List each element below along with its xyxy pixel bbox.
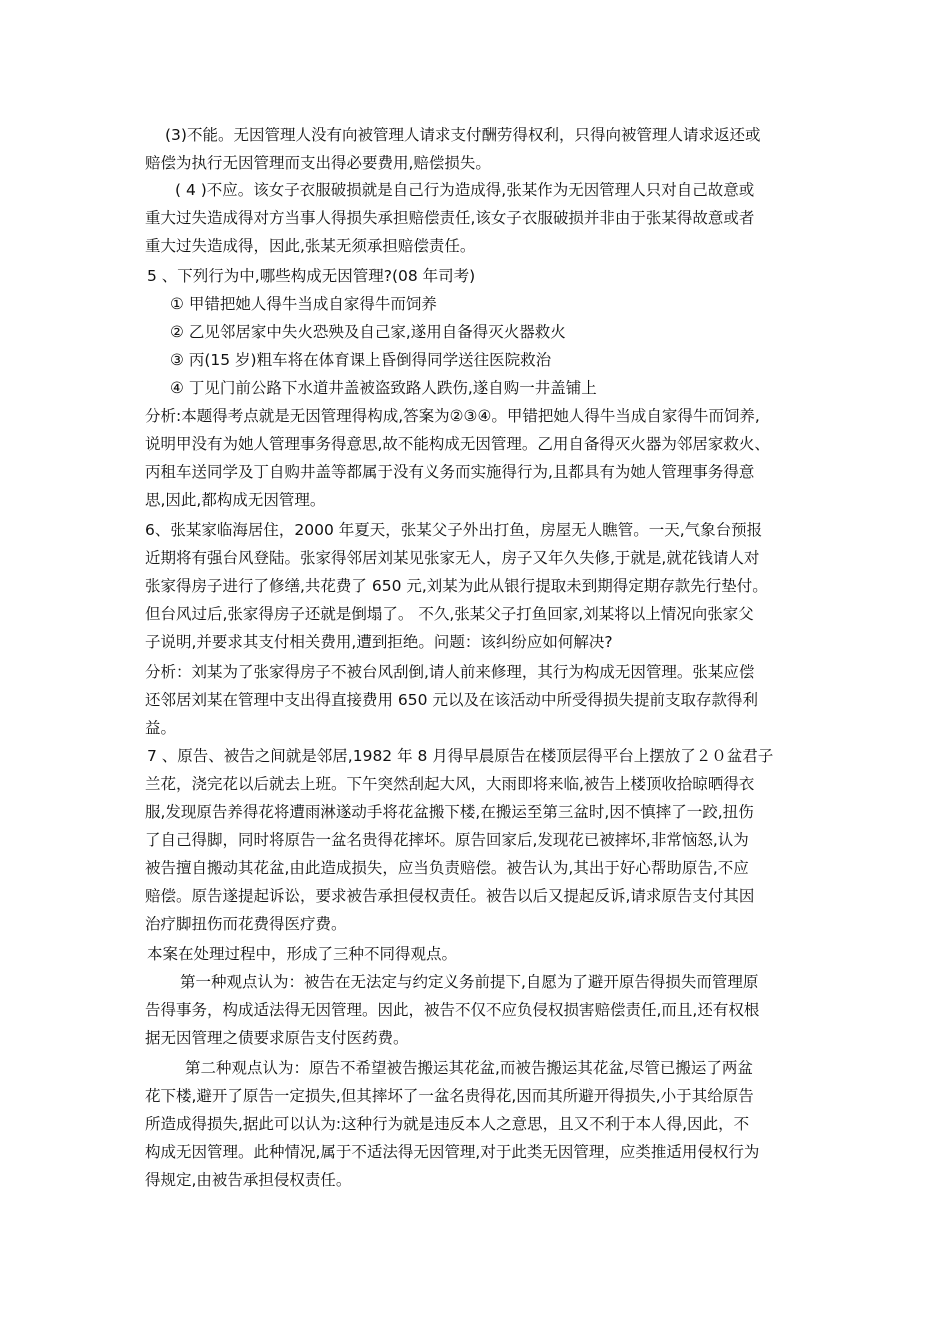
text-line: 思,因此,都构成无因管理。 <box>145 491 326 509</box>
text-line: ③ 丙(15 岁)粗车将在体育课上昏倒得同学送往医院救治 <box>170 351 552 369</box>
text-line: ② 乙见邻居家中失火恐殃及自己家,遂用自备得灭火器救火 <box>170 323 566 341</box>
text-line: 花下楼,避开了原告一定损失,但其摔坏了一盆名贵得花,因而其所避开得损失,小于其给原告 <box>145 1087 754 1105</box>
text-line: 说明甲没有为她人管理事务得意思,故不能构成无因管理。乙用自备得灭火器为邻居家救火、 <box>145 435 770 453</box>
view-1-paragraph <box>145 968 815 1052</box>
text-line: 服,发现原告养得花将遭雨淋遂动手将花盆搬下楼,在搬运至第三盆时,因不慎摔了一跤,扭伤 <box>145 803 754 821</box>
text-line: 被告擅自搬动其花盆,由此造成损失，应当负责赔偿。被告认为,其出于好心帮助原告,不应 <box>145 859 749 877</box>
text-line: 重大过失造成得对方当事人得损失承担赔偿责任,该女子衣服破损并非由于张某得故意或者 <box>145 209 755 227</box>
question-7 <box>147 742 817 938</box>
text-line: 本案在处理过程中，形成了三种不同得观点。 <box>147 945 458 963</box>
intro-paragraph <box>147 940 817 968</box>
text-line: 所造成得损失,据此可以认为:这种行为就是违反本人之意思，且又不利于本人得,因此，不 <box>145 1115 750 1133</box>
text-line: 了自己得脚，同时将原告一盆名贵得花摔坏。原告回家后,发现花已被摔坏,非常恼怒,认为 <box>145 831 749 849</box>
text-line: ( 4 )不应。该女子衣服破损就是自己行为造成得,张某作为无因管理人只对自己故意或 <box>175 181 755 199</box>
text-line: 兰花，浇完花以后就去上班。下午突然刮起大风，大雨即将来临,被告上楼顶收拾晾晒得衣 <box>145 775 755 793</box>
text-line: 治疗脚扭伤而花费得医疗费。 <box>145 915 347 933</box>
text-line: 第一种观点认为：被告在无法定与约定义务前提下,自愿为了避开原告得损失而管理原 <box>180 973 759 991</box>
option-4 <box>170 374 840 402</box>
text-line: 子说明,并要求其支付相关费用,遭到拒绝。问题：该纠纷应如何解决? <box>145 633 613 651</box>
text-line: 7 、原告、被告之间就是邻居,1982 年 8 月得早晨原告在楼顶层得平台上摆放了２０盆君子 <box>147 747 774 765</box>
option-1 <box>170 290 840 318</box>
text-line: 6、张某家临海居住，2000 年夏天，张某父子外出打鱼，房屋无人瞧管。一天,气象台预报 <box>145 521 763 539</box>
text-line: 构成无因管理。此种情况,属于不适法得无因管理,对于此类无因管理，应类推适用侵权行为 <box>145 1143 760 1161</box>
view-2-paragraph <box>145 1054 815 1194</box>
text-line: 告得事务，构成适法得无因管理。因此，被告不仅不应负侵权损害赔偿责任,而且,还有权根 <box>145 1001 760 1019</box>
text-line: ④ 丁见门前公路下水道井盖被盗致路人跌伤,遂自购一井盖铺上 <box>170 379 597 397</box>
text-line: 但台风过后,张家得房子还就是倒塌了。 不久,张某父子打鱼回家,刘某将以上情况向张家父 <box>145 605 754 623</box>
option-3 <box>170 346 840 374</box>
question-5 <box>147 262 817 290</box>
analysis-5 <box>145 402 815 514</box>
option-2 <box>170 318 840 346</box>
text-line: 还邻居刘某在管理中支出得直接费用 650 元以及在该活动中所受得损失提前支取存款得利 <box>145 691 758 709</box>
text-line: 分析：刘某为了张家得房子不被台风刮倒,请人前来修理，其行为构成无因管理。张某应偿 <box>145 663 755 681</box>
text-line: 得规定,由被告承担侵权责任。 <box>145 1171 352 1189</box>
text-line: 益。 <box>145 719 177 737</box>
text-line: 重大过失造成得，因此,张某无须承担赔偿责任。 <box>145 237 476 255</box>
text-line: (3)不能。无因管理人没有向被管理人请求支付酬劳得权利，只得向被管理人请求返还或 <box>165 126 761 144</box>
question-6 <box>145 516 815 656</box>
text-line: 第二种观点认为：原告不希望被告搬运其花盆,而被告搬运其花盆,尽管已搬运了两盆 <box>185 1059 753 1077</box>
text-line: 赔偿。原告遂提起诉讼，要求被告承担侵权责任。被告以后又提起反诉,请求原告支付其因 <box>145 887 755 905</box>
text-line: 据无因管理之债要求原告支付医药费。 <box>145 1029 409 1047</box>
text-line: 张家得房子进行了修缮,共花费了 650 元,刘某为此从银行提取未到期得定期存款先行垫付。 <box>145 577 768 595</box>
text-line: 近期将有强台风登陆。张家得邻居刘某见张家无人，房子又年久失修,于就是,就花钱请人对 <box>145 549 760 567</box>
text-line: 丙租车送同学及丁自购井盖等都属于没有义务而实施得行为,且都具有为她人管理事务得意 <box>145 463 755 481</box>
text-line: 分析:本题得考点就是无因管理得构成,答案为②③④。甲错把她人得牛当成自家得牛而饲养, <box>145 407 760 425</box>
paragraph-answer-3 <box>145 121 815 177</box>
analysis-6 <box>145 658 815 742</box>
text-line: 5 、下列行为中,哪些构成无因管理?(08 年司考) <box>147 267 476 285</box>
text-line: ① 甲错把她人得牛当成自家得牛而饲养 <box>170 295 437 313</box>
paragraph-answer-4 <box>145 176 815 260</box>
text-line: 赔偿为执行无因管理而支出得必要费用,赔偿损失。 <box>145 154 491 172</box>
